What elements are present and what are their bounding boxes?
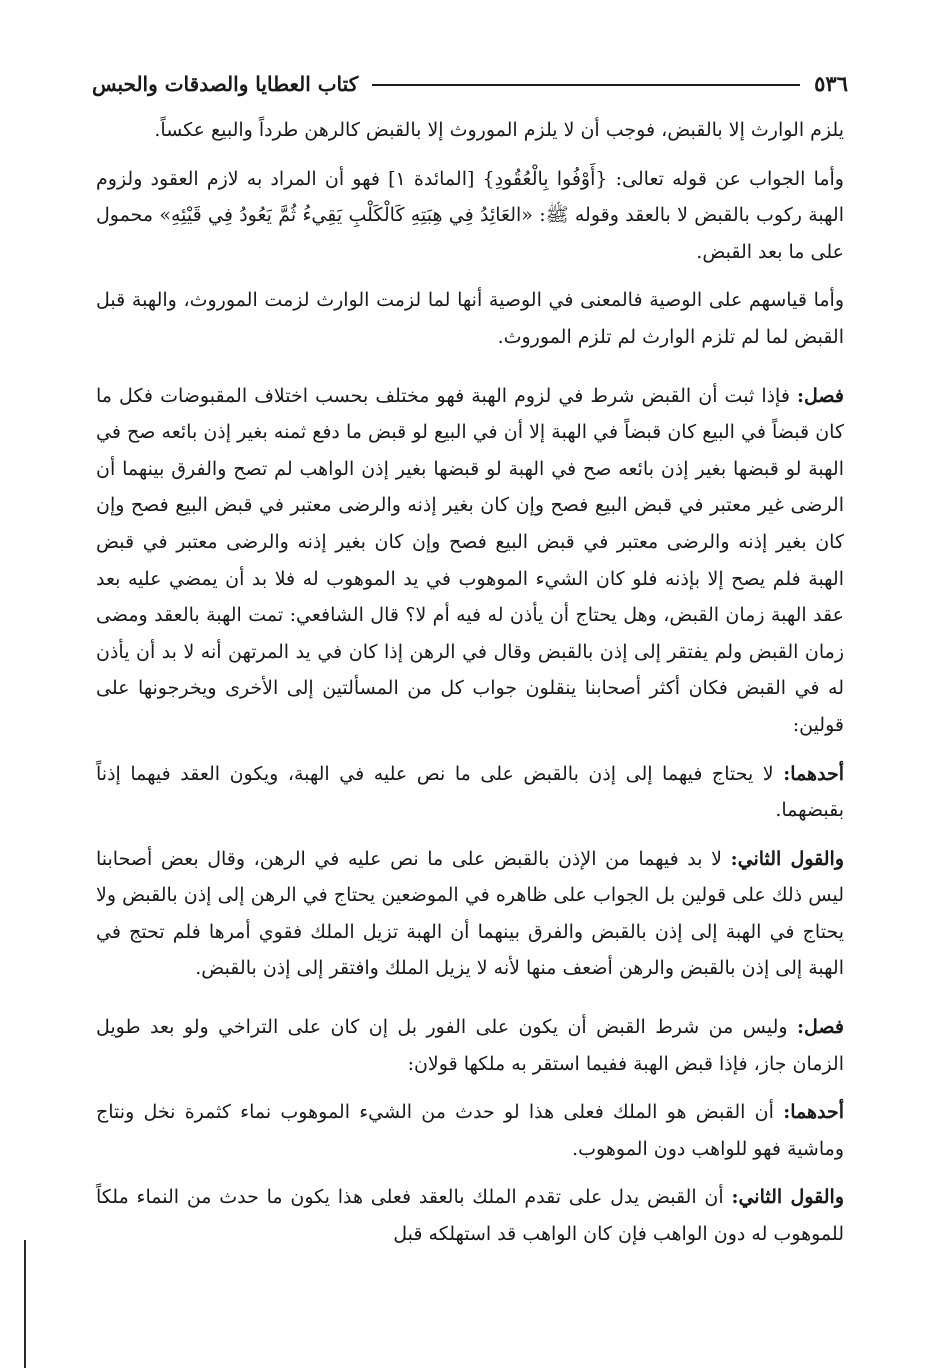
section-paragraph — [96, 378, 844, 744]
paragraph-text: وليس من شرط القبض أن يكون على الفور بل إن كان على التراخي ولو بعد طويل الزمان جاز، فإذا قبض الهبة ففيما استقر به ملكها قولان: — [96, 1016, 844, 1075]
paragraph-text: لا بد فيهما من الإذن بالقبض على ما نص عليه في الرهن، وقال بعض أصحابنا ليس ذلك على قولين بل الجواب على ظاهره في الموضعين يحتاج في الرهن إلى إذن بالقبض ولا يحتاج في الهبة إلى إذن بالقبض والفرق بينهما أن الهبة تزيل الملك فقوي أمرها فلم تحتج في الهبة إلى إذن بالقبض والرهن أضعف منها لأنه لا يزيل الملك وافتقر إلى إذن بالقبض. — [96, 847, 844, 980]
section-heading: فصل: — [797, 384, 844, 407]
section-paragraph — [96, 1009, 844, 1082]
paragraph — [96, 841, 844, 987]
header-rule — [372, 84, 800, 86]
paragraph-text: وأما الجواب عن قوله تعالى: {أَوْفُوا بِالْعُقُودِ} [المائدة ١] فهو أن المراد به لازم العقود ولزوم الهبة ركوب بالقبض لا بالعقد وقوله ﷺ: «العَائِدُ فِي هِبَتِهِ كَالْكَلْبِ يَقِيءُ ثُمَّ يَعُودُ فِي قَيْئِهِ» محمول على ما بعد القبض. — [96, 167, 844, 263]
paragraph — [96, 161, 844, 271]
opinion-heading: أحدهما: — [783, 762, 845, 785]
paragraph — [96, 1094, 844, 1167]
page-number: ٥٣٦ — [814, 71, 848, 96]
paragraph-text: لا يحتاج فيهما إلى إذن بالقبض على ما نص عليه في الهبة، ويكون العقد فيهما إذناً بقبضهما. — [96, 762, 844, 822]
opinion-heading: والقول الثاني: — [730, 847, 844, 870]
paragraph — [96, 1179, 844, 1252]
paragraph — [96, 756, 844, 829]
paragraph — [96, 282, 844, 355]
paragraph-text: يلزم الوارث إلا بالقبض، فوجب أن لا يلزم الموروث إلا بالقبض كالرهن طرداً والبيع عكساً. — [154, 119, 844, 141]
paragraph — [96, 112, 844, 149]
paragraph-text: أن القبض يدل على تقدم الملك بالعقد فعلى هذا يكون ما حدث من النماء ملكاً للموهوب له دون الواهب فإن كان الواهب قد استهلكه قبل — [96, 1186, 844, 1246]
opinion-heading: والقول الثاني: — [731, 1186, 844, 1209]
paragraph-text: فإذا ثبت أن القبض شرط في لزوم الهبة فهو مختلف بحسب اختلاف المقبوضات فكل ما كان قبضاً في البيع كان قبضاً في الهبة إلا أن في البيع لو قبض ما دفع ثمنه بغير إذن بائعه صح في الهبة لو قبضها بغير إذن بائعه صح في الهبة لو قبضها بغير إذن الواهب لم تصح والفرق بينهما أن الرضى غير معتبر في قبض البيع فصح وإن كان بغير إذنه والرضى معتبر في قبض البيع فصح وإن كان بغير إذنه والرضى معتبر في قبض البيع فصح وإن كان بغير إذنه والرضى معتبر في قبض الهبة فلم يصح إلا بإذنه فلو كان الشيء الموهوب في يد الموهوب له فلا بد أن يمضي عليه بعد عقد الهبة زمان القبض، وهل يحتاج أن يأذن له فيه أم لا؟ قال الشافعي: تمت الهبة بالعقد ومضى زمان القبض ولم يفتقر إلى إذن بالقبض وقال في الرهن إذا كان في يد المرتهن أنه لا بد أن يأذن له في القبض فكان أكثر أصحابنا ينقلون جواب كل من المسألتين إلى الأخرى ويخرجونها على قولين: — [96, 384, 844, 736]
opinion-heading: أحدهما: — [783, 1101, 844, 1124]
body-text — [96, 112, 844, 1253]
page-edge-line — [24, 1240, 26, 1368]
running-header — [92, 66, 848, 96]
paragraph-text: أن القبض هو الملك فعلى هذا لو حدث من الشيء الموهوب نماء كثمرة نخل ونتاج وماشية فهو للواهب دون الموهوب. — [96, 1101, 844, 1160]
book-title: كتاب العطايا والصدقات والحبس — [92, 72, 359, 96]
section-heading: فصل: — [797, 1016, 844, 1039]
paragraph-text: وأما قياسهم على الوصية فالمعنى في الوصية أنها لما لزمت الوارث لزمت الموروث، والهبة قبل القبض لما لم تلزم الوارث لم تلزم الموروث. — [96, 289, 844, 348]
